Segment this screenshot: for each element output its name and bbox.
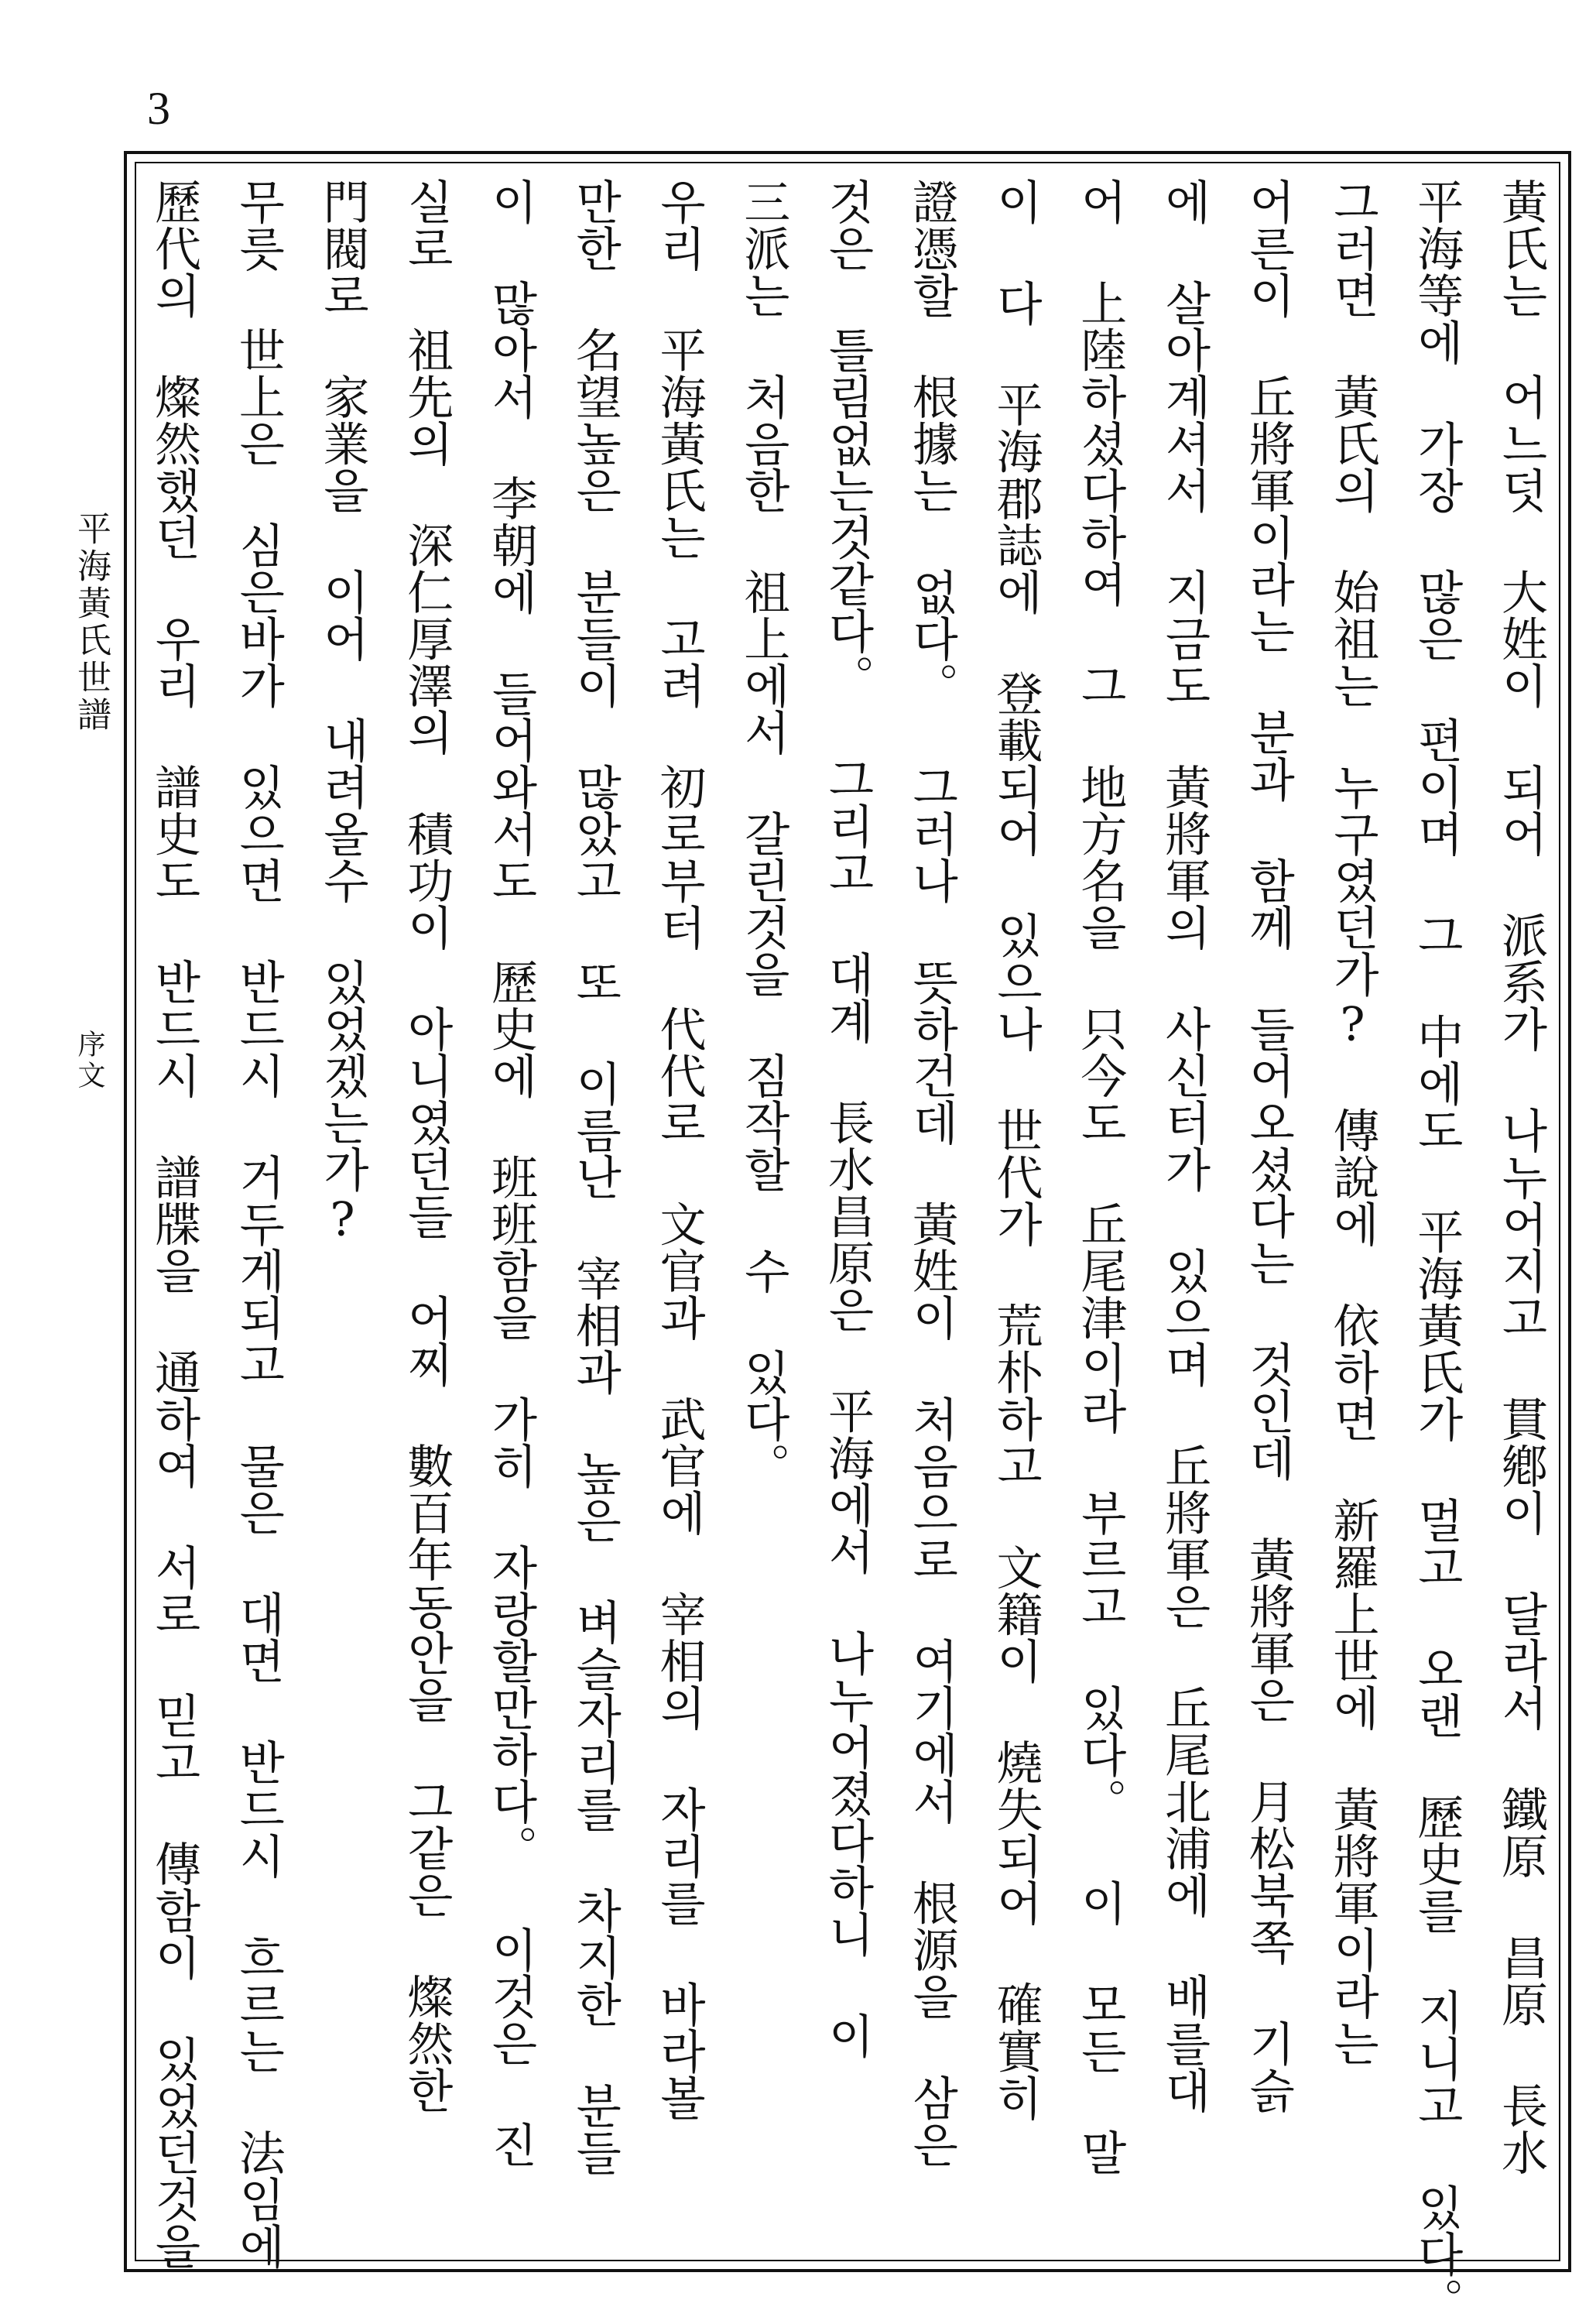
text-column-4: 어른이 丘將軍이라는 분과 함께 들어오셨다는 것인데 黃將軍은 月松북쪽 기슭	[1241, 178, 1296, 2113]
book-title: 平海黃氏世譜	[71, 511, 111, 734]
text-column-13: 이 많아서 李朝에 들어와서도 歷史에 班班함을 가히 자랑할만하다。 이것은 진	[484, 178, 538, 2168]
text-column-1: 黃氏는 어느덧 大姓이 되어 派系가 나누어지고 貫鄕이 달라서 鐵原 昌原 長水	[1494, 178, 1548, 2176]
vertical-text-body	[147, 178, 1548, 2324]
text-column-14: 실로 祖先의 深仁厚澤의 積功이 아니였던들 어찌 數百年동안을 그같은 燦然한	[399, 178, 454, 2113]
text-column-15: 門閥로 家業을 이어 내려올수 있었겠는가?	[315, 178, 370, 1247]
text-column-3: 그러면 黃氏의 始祖는 누구였던가? 傳說에 依하면 新羅上世에 黃將軍이라는	[1325, 178, 1380, 2067]
text-column-6: 어 上陸하셨다하여 그 地方名을 只今도 丘尾津이라 부르고 있다。 이 모든 말	[1073, 178, 1128, 2176]
page-number: 3	[147, 83, 170, 134]
text-column-2: 平海等에 가장 많은 편이며 그 中에도 平海黃氏가 멀고 오랜 歷史를 지니고 있다。	[1409, 178, 1464, 2324]
text-column-11: 우리 平海黃氏는 고려 初로부터 代代로 文官과 武官에 宰相의 자리를 바라볼	[652, 178, 707, 2121]
text-column-7: 이 다 平海郡誌에 登載되어 있으나 世代가 荒朴하고 文籍이 燒失되어 確實히	[988, 178, 1043, 2121]
text-column-5: 에 살아계셔서 지금도 黃將軍의 사신터가 있으며 丘將軍은 丘尾北浦에 배를대	[1157, 178, 1211, 2113]
text-column-10: 三派는 처음한 祖上에서 갈린것을 짐작할 수 있다。	[736, 178, 791, 1489]
text-column-12: 만한 名望높은 분들이 많았고 또 이름난 宰相과 높은 벼슬자리를 차지한 분들	[567, 178, 622, 2176]
text-column-8: 證憑할 根據는 없다。 그러나 뜻하건데 黃姓이 처음으로 여기에서 根源을 삼은	[904, 178, 959, 2168]
text-column-16: 무릇 世上은 심은바가 있으면 반드시 거두게되고 물은 대면 반드시 흐르는 法임에	[231, 178, 286, 2270]
text-column-17: 歷代의 燦然했던 우리 譜史도 반드시 譜牒을 通하여 서로 믿고 傳함이 있었던것을	[147, 178, 201, 2270]
text-column-9: 것은 틀림없는것같다。 그리고 대계 長水昌原은 平海에서 나누어졌다하니 이	[820, 178, 875, 2059]
section-title: 序文	[74, 1030, 105, 1092]
